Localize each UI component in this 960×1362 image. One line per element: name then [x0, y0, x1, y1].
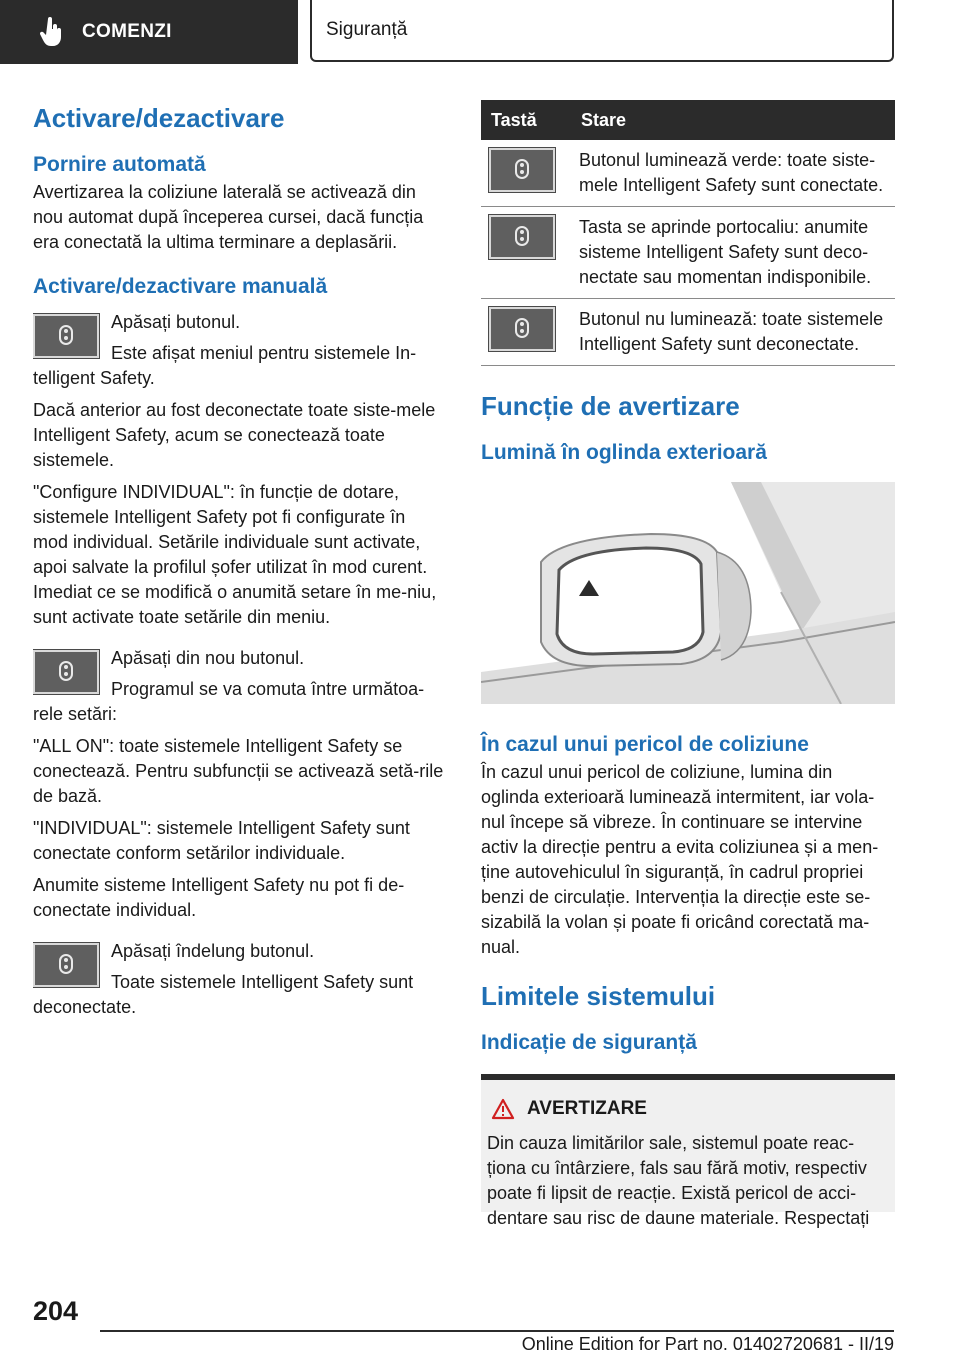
warning-text: Din cauza limitărilor sale, sistemul poate reac-ționa cu întârziere, fals sau fără motiv, respectiv poate fi lipsit de reacție. Există pericol de acci-dentare sau risc de daune materiale. Respectați: [487, 1133, 870, 1228]
paragraph-configure: "Configure INDIVIDUAL": în funcție de dotare, sistemele Intelligent Safety pot fi configurate în mod individual. Setările individuale sunt activate, apoi salvate la profilul șofer utilizat în mod curent. Imediat ce se modifică o anumită setare în me-niu, sunt activate toate setările din meniu.: [33, 482, 437, 627]
button-green-image: [489, 148, 555, 192]
heading-collision-danger: În cazul unui pericol de coliziune: [481, 733, 809, 756]
paragraph-previous: Dacă anterior au fost deconectate toate siste-mele Intelligent Safety, acum se conectează toate sistemele.: [33, 400, 436, 470]
warning-triangle-icon: [491, 1098, 515, 1120]
safety-icon: [515, 318, 529, 338]
warning-title: AVERTIZARE: [527, 1098, 647, 1119]
state-cell: Butonul nu luminează: toate sistemele Intelligent Safety sunt deconectate.: [571, 299, 895, 366]
footer-divider: [100, 1330, 894, 1332]
safety-icon: [515, 159, 529, 179]
step-press-again: Apăsați din nou butonul.: [111, 648, 305, 668]
section-title: Siguranță: [310, 0, 894, 62]
table-row: [481, 140, 895, 207]
intelligent-safety-button-image: [33, 314, 99, 358]
state-cell: Tasta se aprinde portocaliu: anumite sisteme Intelligent Safety sunt deco-nectate sau momentan indisponibile.: [571, 207, 895, 299]
state-cell: Butonul luminează verde: toate siste-mele Intelligent Safety sunt conectate.: [571, 140, 895, 207]
safety-icon: [59, 325, 73, 345]
table-row: [481, 207, 895, 299]
step-all-off: Toate sistemele Intelligent Safety sunt deconectate.: [33, 972, 414, 1017]
paragraph-individual: "INDIVIDUAL": sistemele Intelligent Safety sunt conectate conform setărilor individuale.: [33, 818, 410, 863]
left-column: [33, 100, 445, 1020]
page-number: 204: [33, 1296, 79, 1326]
heading-mirror-light: Lumină în oglinda exterioară: [481, 441, 767, 464]
heading-activation: Activare/dezactivare: [33, 103, 285, 133]
step-press: Apăsați butonul.: [111, 312, 241, 332]
heading-safety-note: Indicație de siguranță: [481, 1031, 697, 1054]
safety-icon: [515, 226, 529, 246]
step-cycle: Programul se va comuta între următoa-rele setări:: [33, 679, 425, 724]
chapter-tab: [0, 0, 298, 64]
safety-icon: [59, 661, 73, 681]
intelligent-safety-button-image: [33, 943, 99, 987]
paragraph-auto: Avertizarea la coliziune laterală se activează din nou automat după începerea cursei, dacă funcția era conectată la ultima terminare a deplasării.: [33, 182, 424, 252]
paragraph-collision: În cazul unui pericol de coliziune, lumina din oglinda exterioară luminează intermitent, iar vola-nul începe să vibreze. În continuare se intervine activ la direcție pentru a evita coliziunea și a men-ține autovehiculul în siguranță, în cadrul propriei benzi de circulație. Intervenția la direcție este se-sizabilă la volan și poate fi oricând corectată ma-nual.: [481, 762, 879, 957]
heading-warning-function: Funcție de avertizare: [481, 391, 740, 421]
edition-footer: Online Edition for Part no. 01402720681 - II/19: [521, 1334, 894, 1354]
column-header-key: Tastă: [481, 100, 571, 140]
intelligent-safety-button-image: [33, 650, 99, 694]
heading-auto-start: Pornire automată: [33, 153, 206, 176]
step-long-press: Apăsați îndelung butonul.: [111, 941, 315, 961]
column-header-state: Stare: [571, 100, 895, 140]
button-orange-image: [489, 215, 555, 259]
side-mirror-illustration: [481, 482, 895, 704]
table-row: [481, 299, 895, 366]
warning-box: [481, 1074, 895, 1228]
chapter-title: COMENZI: [82, 21, 172, 42]
button-off-image: [489, 307, 555, 351]
paragraph-some-systems: Anumite sisteme Intelligent Safety nu pot fi de-conectate individual.: [33, 875, 405, 920]
hand-pointer-icon: [40, 17, 64, 47]
key-state-table: [481, 100, 895, 366]
paragraph-all-on: "ALL ON": toate sistemele Intelligent Safety se conectează. Pentru subfuncții se activează setă-rile de bază.: [33, 736, 444, 806]
step-menu-shown: Este afișat meniul pentru sistemele In-telligent Safety.: [33, 343, 417, 388]
heading-system-limits: Limitele sistemului: [481, 981, 716, 1011]
heading-manual: Activare/dezactivare manuală: [33, 275, 328, 298]
safety-icon: [59, 954, 73, 974]
right-column: [481, 100, 895, 1228]
